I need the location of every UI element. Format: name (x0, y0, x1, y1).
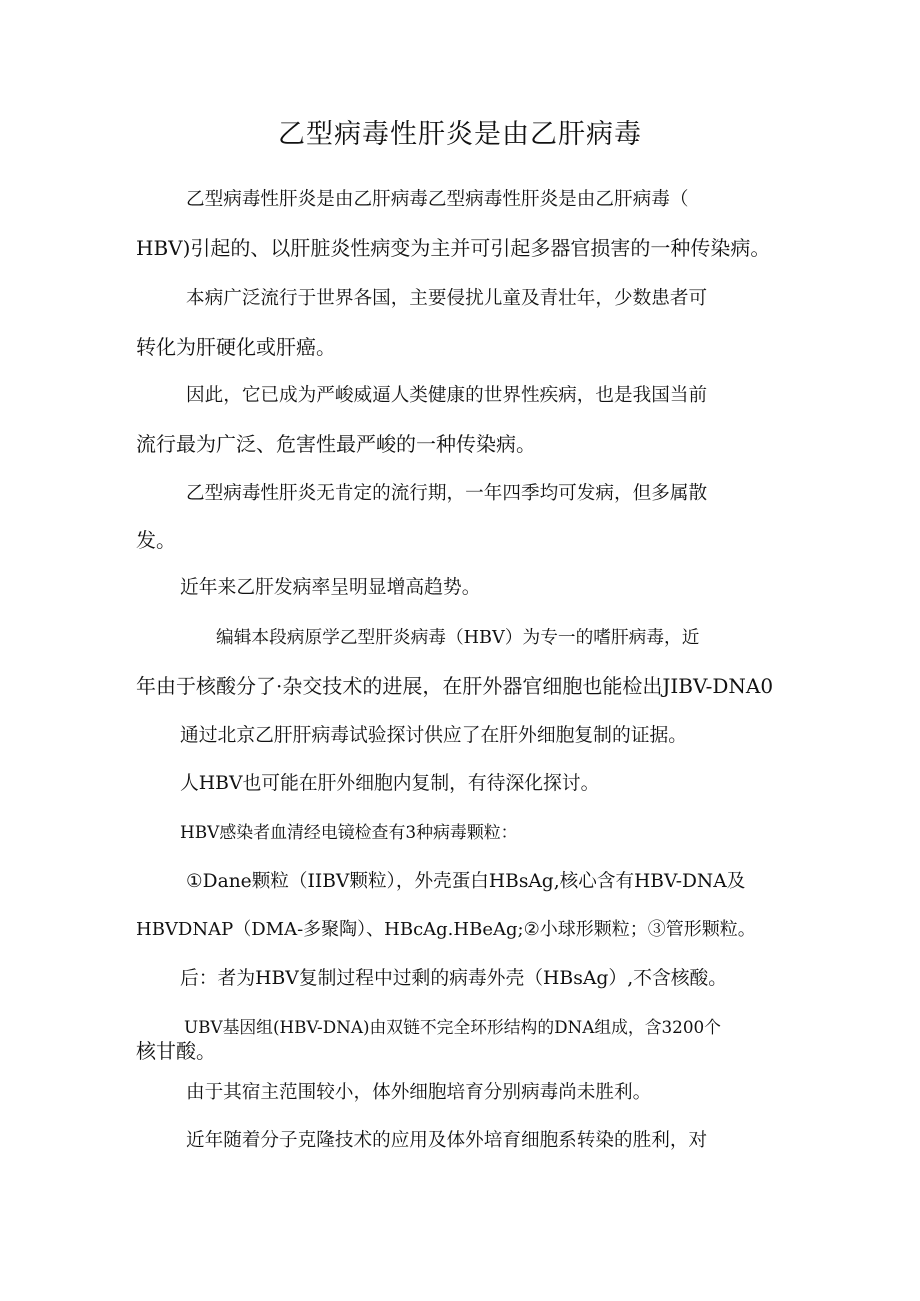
paragraph-line: 由于其宿主范围较小，体外细胞培育分别病毒尚未胜利。 (186, 1082, 652, 1103)
paragraph-line: 通过北京乙肝肝病毒试验探讨供应了在肝外细胞复制的证据。 (180, 725, 688, 746)
paragraph-line: 乙型病毒性肝炎无肯定的流行期，一年四季均可发病，但多属散 (186, 483, 708, 504)
paragraph-line: 近年来乙肝发病率呈明显增高趋势。 (180, 577, 481, 598)
paragraph-line: HBV感染者血清经电镜检查有3种病毒颗粒： (180, 822, 518, 842)
paragraph-line: UBV基因组(HBV-DNA)由双链不完全环形结构的DNA组成，含3200个 (184, 1017, 721, 1037)
paragraph-line: 编辑本段病原学乙型肝炎病毒（HBV）为专一的嗜肝病毒，近 (216, 628, 700, 648)
paragraph-line: HBVDNAP（DMA-多聚陶）、HBcAg.HBeAg;②小球形颗粒；③管形颗粒。 (136, 919, 756, 940)
paragraph-line: 人HBV也可能在肝外细胞内复制，有待深化探讨。 (180, 773, 600, 794)
paragraph-line: 乙型病毒性肝炎是由乙肝病毒乙型病毒性肝炎是由乙肝病毒（ (186, 189, 689, 210)
paragraph-line: 年由于核酸分了·杂交技术的进展，在肝外器官细胞也能检出JIBV-DNA0 (136, 674, 774, 698)
paragraph-line: 近年随着分子克隆技术的应用及体外培育细胞系转染的胜利，对 (186, 1130, 708, 1151)
paragraph-line: 后：者为HBV复制过程中过剩的病毒外壳（HBsAg）,不含核酸。 (180, 968, 728, 989)
paragraph-line: ①Dane颗粒（IIBV颗粒），外壳蛋白HBsAg,核心含有HBV-DNA及 (186, 871, 746, 892)
paragraph-line: HBV)引起的、以肝脏炎性病变为主并可引起多器官损害的一种传染病。 (136, 236, 771, 260)
paragraph-line: 流行最为广泛、危害性最严峻的一种传染病。 (136, 432, 536, 456)
paragraph-line: 转化为肝硬化或肝癌。 (136, 335, 336, 359)
paragraph-line: 发。 (136, 528, 176, 552)
paragraph-line: 核甘酸。 (136, 1039, 216, 1063)
paragraph-line: 因此，它已成为严峻威逼人类健康的世界性疾病，也是我国当前 (186, 385, 708, 406)
document-title: 乙型病毒性肝炎是由乙肝病毒 (278, 119, 642, 150)
paragraph-line: 本病广泛流行于世界各国，主要侵扰儿童及青壮年，少数患者可 (186, 288, 708, 309)
